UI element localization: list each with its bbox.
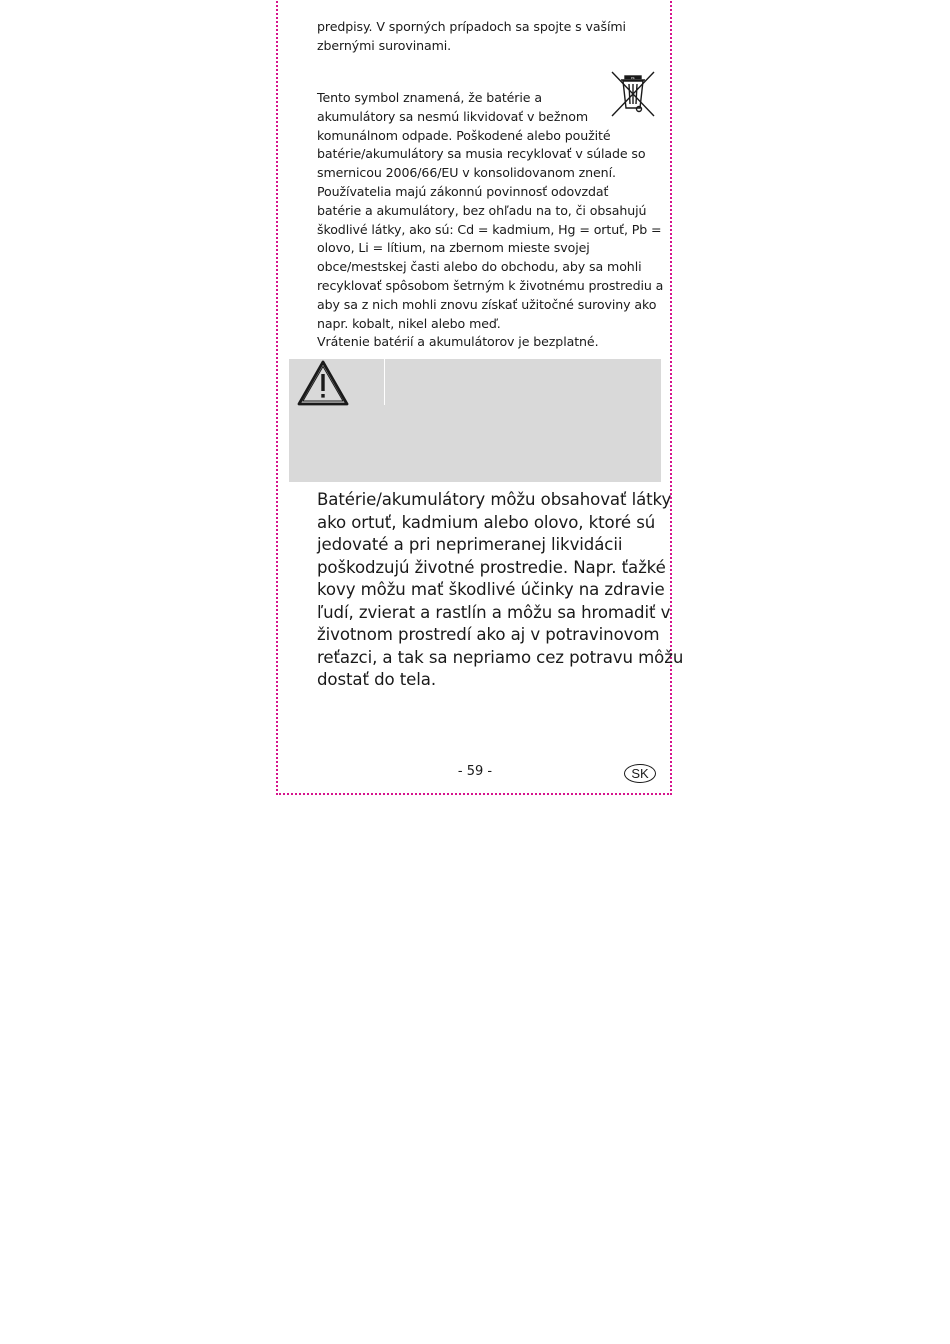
warning-line: ako ortuť, kadmium alebo olovo, ktoré sú — [317, 512, 656, 532]
warning-line: Batérie/akumulátory môžu obsahovať látky — [317, 490, 672, 509]
notice-line: smernicou 2006/66/EU v konsolidovanom znení. — [317, 165, 616, 181]
language-badge: SK — [624, 764, 656, 783]
notice-line: aby sa z nich mohli znovu získať užitočné suroviny ako — [317, 296, 657, 312]
notice-line: batérie a akumulátory, bez ohľadu na to, či obsahujú — [317, 202, 647, 218]
warning-line: reťazci, a tak sa nepriamo cez potravu môžu — [317, 647, 684, 667]
warning-line: jedovaté a pri neprimeranej likvidácii — [317, 535, 623, 554]
warning-box — [289, 359, 661, 482]
notice-line: škodlivé látky, ako sú: Cd = kadmium, Hg = ortuť, Pb = — [317, 221, 662, 237]
notice-line: Používatelia majú zákonnú povinnosť odovzdať — [317, 183, 609, 199]
free-return-line: Vrátenie batérií a akumulátorov je bezplatné. — [317, 334, 599, 350]
warning-line: ľudí, zvierat a rastlín a môžu sa hromadiť v — [317, 602, 671, 622]
intro-line: predpisy. V sporných prípadoch sa spojte s vašími — [317, 19, 626, 34]
warning-icon-cell — [289, 359, 385, 405]
warning-line: dostať do tela. — [317, 670, 437, 689]
notice-line: akumulátory sa nesmú likvidovať v bežnom — [317, 108, 588, 124]
notice-line: recyklovať spôsobom šetrným k životnému prostrediu a — [317, 277, 664, 293]
page-number: - 59 - — [457, 764, 493, 779]
battery-disposal-notice — [317, 89, 662, 352]
warning-triangle-icon — [296, 359, 350, 407]
warning-line: kovy môžu mať škodlivé účinky na zdravie — [317, 580, 665, 599]
intro-line: zbernými surovinami. — [317, 37, 452, 53]
notice-line: obce/mestskej časti alebo do obchodu, aby sa mohli — [317, 259, 642, 275]
notice-line: olovo, Li = lítium, na zbernom mieste svojej — [317, 240, 590, 256]
warning-line: poškodzujú životné prostredie. Napr. ťažké — [317, 557, 666, 577]
intro-paragraph — [317, 18, 657, 56]
notice-line: batérie/akumulátory sa musia recyklovať v súlade so — [317, 146, 646, 162]
notice-line: Tento symbol znamená, že batérie a — [317, 90, 542, 105]
notice-line: napr. kobalt, nikel alebo meď. — [317, 315, 501, 331]
notice-line: komunálnom odpade. Poškodené alebo použité — [317, 127, 611, 143]
warning-line: životnom prostredí ako aj v potravinovom — [317, 625, 660, 644]
warning-paragraph — [317, 489, 684, 692]
svg-text:Pb: Pb — [631, 76, 635, 80]
